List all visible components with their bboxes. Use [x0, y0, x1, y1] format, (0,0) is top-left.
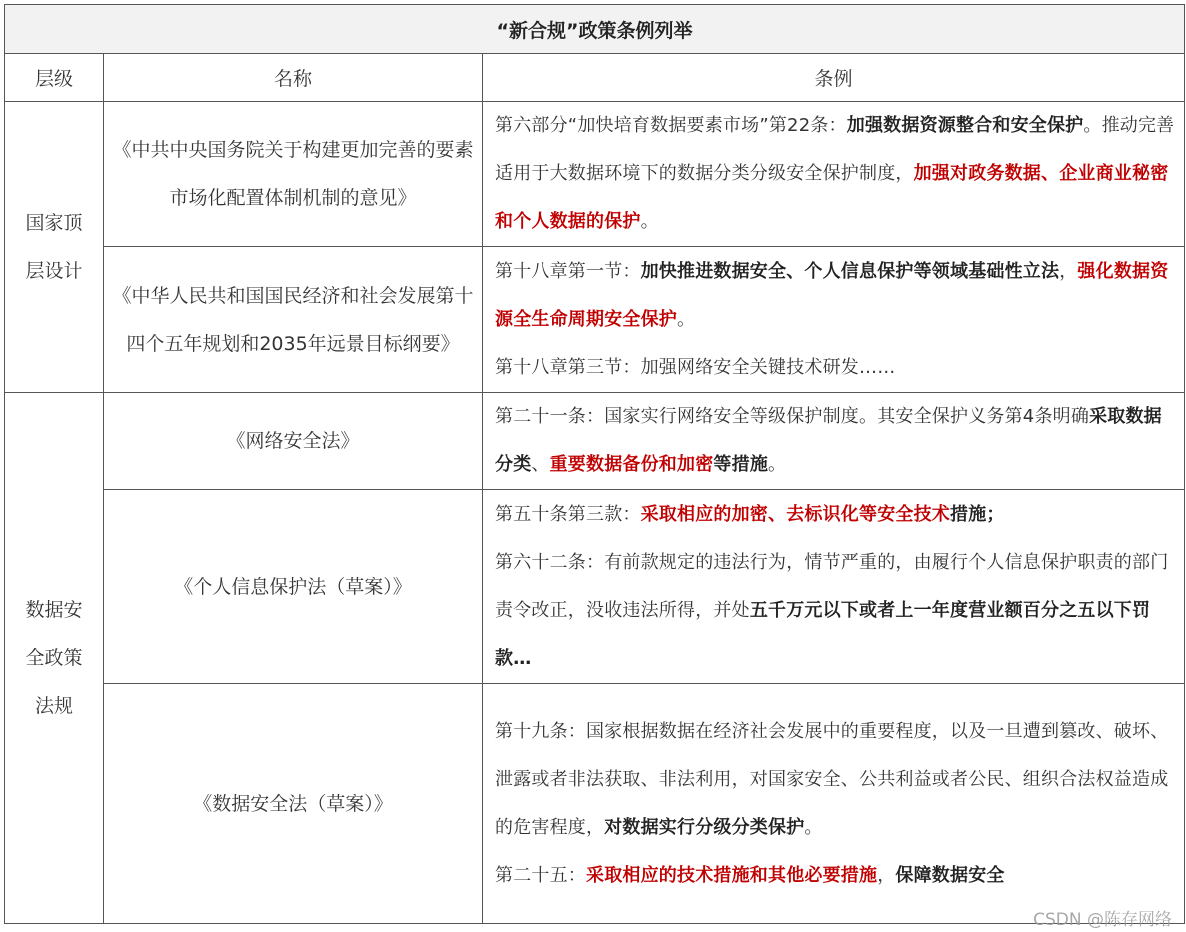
policy-name: 《数据安全法（草案）》 — [193, 792, 393, 815]
name-cell — [104, 684, 483, 924]
table-row — [5, 393, 1185, 490]
clause-text: 。 — [768, 454, 787, 475]
clause-text: 。推动完善适用于大数据环境下的数据分类分级安全保护制度， — [495, 115, 1175, 184]
clause-cell — [483, 102, 1185, 247]
highlight-text: 采取相应的技术措施和其他必要措施 — [586, 864, 878, 886]
emphasis-text: 加强数据资源整合和安全保护 — [846, 115, 1084, 136]
emphasis-text: 五千万元以下或者上一年度营业额百分之五以下罚款… — [495, 599, 1151, 669]
level-cell: 数据安 全政策 法规 — [5, 393, 104, 924]
emphasis-text: 等措施 — [713, 454, 769, 475]
clause-text: 。 — [804, 816, 823, 838]
clause-paragraph — [495, 393, 1178, 489]
clause-text: ， — [1059, 260, 1078, 282]
clause-paragraph — [495, 102, 1178, 246]
name-cell — [104, 393, 483, 490]
policy-name: 《个人信息保护法（草案）》 — [174, 575, 412, 598]
name-cell — [104, 102, 483, 247]
highlight-text: 采取相应的加密、去标识化等安全技术 — [640, 503, 951, 525]
table-row — [5, 102, 1185, 247]
clause-text: 。 — [677, 308, 696, 330]
name-cell — [104, 247, 483, 393]
emphasis-text: 措施； — [950, 503, 1005, 525]
emphasis-text: 采取数据分类 — [495, 406, 1162, 475]
watermark: CSDN @陈存网络 — [1033, 910, 1172, 930]
emphasis-text: 对数据实行分级分类保护 — [604, 816, 805, 838]
clause-text: 第十九条：国家根据数据在经济社会发展中的重要程度，以及一旦遭到篡改、破坏、泄露或者非法获取、非法利用，对国家安全、公共利益或者公民、组织合法权益造成的危害程度， — [495, 720, 1169, 838]
clause-paragraph — [495, 852, 1178, 900]
policy-table — [4, 4, 1185, 924]
clause-text: 第二十一条：国家实行网络安全等级保护制度。其安全保护义务第4条明确 — [495, 406, 1090, 427]
clause-text: 、 — [531, 454, 550, 475]
name-cell — [104, 490, 483, 684]
level-cell: 国家顶 层设计 — [5, 102, 104, 393]
table-row — [5, 684, 1185, 924]
policy-name: 《中华人民共和国国民经济和社会发展第十四个五年规划和2035年远景目标纲要》 — [112, 284, 474, 355]
clause-cell — [483, 393, 1185, 490]
clause-text: 。 — [640, 211, 659, 232]
clause-cell — [483, 490, 1185, 684]
clause-cell — [483, 247, 1185, 393]
emphasis-text: 加快推进数据安全、个人信息保护等领域基础性立法 — [640, 260, 1060, 282]
highlight-text: 强化数据资源全生命周期安全保护 — [495, 260, 1169, 330]
clause-text: 第六十二条：有前款规定的违法行为，情节严重的，由履行个人信息保护职责的部门责令改正，没收违法所得，并处 — [495, 551, 1169, 621]
table-row — [5, 490, 1185, 684]
clause-text: 第二十五： — [495, 864, 586, 886]
clause-text: 第十八章第一节： — [495, 260, 641, 282]
table-row — [5, 247, 1185, 393]
highlight-text: 重要数据备份和加密 — [549, 454, 714, 475]
policy-name: 《网络安全法》 — [226, 430, 360, 452]
header-level: 层级 — [5, 54, 104, 102]
policy-name: 《中共中央国务院关于构建更加完善的要素市场化配置体制机制的意见》 — [112, 139, 474, 209]
clause-paragraph — [495, 491, 1178, 539]
clause-cell — [483, 684, 1185, 924]
emphasis-text: 保障数据安全 — [895, 864, 1005, 886]
highlight-text: 加强对政务数据、企业商业秘密和个人数据的保护 — [495, 163, 1169, 232]
header-name: 名称 — [104, 54, 483, 102]
clause-paragraph — [495, 708, 1178, 852]
clause-text: 第十八章第三节：加强网络安全关键技术研发…… — [495, 356, 896, 378]
clause-text: 第五十条第三款： — [495, 503, 641, 525]
title-row — [5, 5, 1185, 54]
clause-paragraph — [495, 344, 1178, 392]
table-body — [5, 102, 1185, 924]
header-row — [5, 54, 1185, 102]
table-title: “新合规”政策条例列举 — [5, 5, 1185, 54]
clause-text: ， — [877, 864, 896, 886]
header-clause: 条例 — [483, 54, 1185, 102]
clause-paragraph — [495, 248, 1178, 344]
clause-paragraph — [495, 539, 1178, 683]
clause-text: 第六部分“加快培育数据要素市场”第22条： — [495, 115, 847, 136]
